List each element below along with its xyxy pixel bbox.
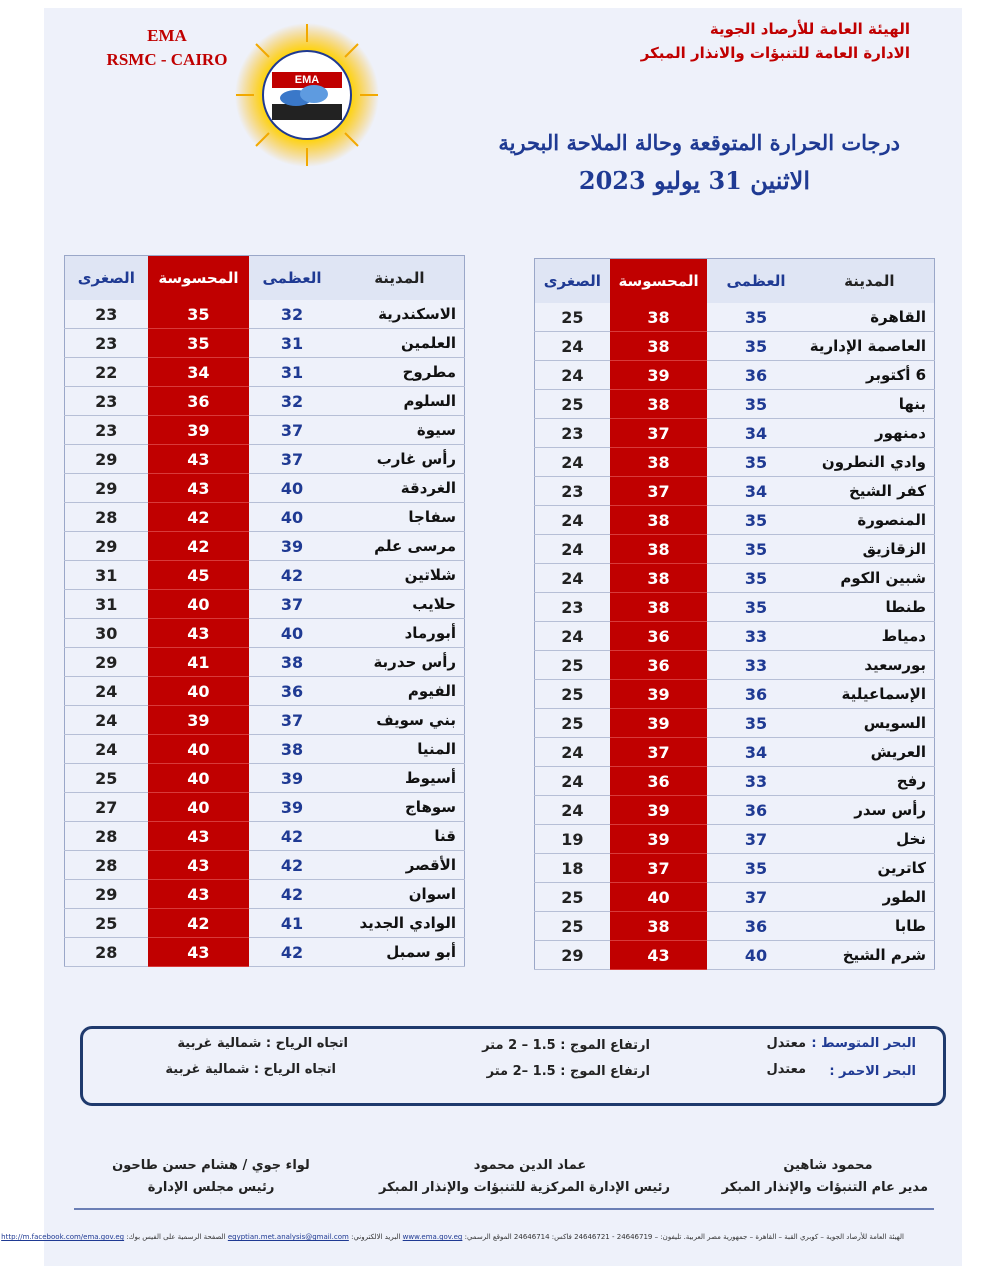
cell-feels: 38: [610, 912, 708, 941]
col-max: العظمى: [249, 256, 335, 301]
table-row: [535, 419, 935, 448]
table-row: [65, 445, 465, 474]
cell-feels: 40: [148, 793, 250, 822]
cell-city: شلاتين: [335, 561, 465, 590]
cell-min: 31: [65, 590, 148, 619]
cell-city: رأس غارب: [335, 445, 465, 474]
table-row: [65, 474, 465, 503]
cell-city: نخل: [805, 825, 935, 854]
signature-1-name: محمود شاهين: [783, 1158, 873, 1173]
cell-max: 40: [249, 474, 335, 503]
cell-min: 23: [65, 300, 148, 329]
cell-max: 39: [249, 793, 335, 822]
cell-city: رفح: [805, 767, 935, 796]
cell-city: الوادي الجديد: [335, 909, 465, 938]
cell-feels: 36: [610, 767, 708, 796]
cell-feels: 42: [148, 503, 250, 532]
table-row: [535, 303, 935, 332]
cell-city: أبورماد: [335, 619, 465, 648]
cell-min: 28: [65, 938, 148, 967]
signature-1-title: مدير عام التنبؤات والإنذار المبكر: [721, 1180, 928, 1195]
col-max: العظمى: [707, 259, 804, 304]
cell-max: 40: [249, 503, 335, 532]
cell-min: 29: [65, 880, 148, 909]
table-row: [65, 532, 465, 561]
cell-feels: 39: [148, 706, 250, 735]
footer-address: الهيئة العامة للأرصاد الجوية – كوبري القبة – القاهرة – جمهورية مصر العربية. تليفون: – 24646719 - 24646721 فاكس: 24646714 الموقع الرسمي:: [464, 1233, 904, 1241]
cell-min: 23: [535, 419, 610, 448]
table-row: [535, 390, 935, 419]
table-row: [535, 535, 935, 564]
table-row: [535, 738, 935, 767]
cell-min: 28: [65, 822, 148, 851]
cell-feels: 39: [610, 796, 708, 825]
cell-max: 34: [707, 419, 804, 448]
med-sea-wave: ارتفاع الموج : 1.5 – 2 متر: [482, 1038, 650, 1053]
cell-max: 35: [707, 564, 804, 593]
cell-feels: 43: [148, 851, 250, 880]
cell-min: 19: [535, 825, 610, 854]
cell-city: الغردقة: [335, 474, 465, 503]
cell-max: 35: [707, 448, 804, 477]
cell-min: 25: [535, 912, 610, 941]
red-sea-wave: ارتفاع الموج : 1.5 –2 متر: [486, 1064, 650, 1079]
cell-city: الأقصر: [335, 851, 465, 880]
cell-city: الإسماعيلية: [805, 680, 935, 709]
cell-feels: 43: [148, 474, 250, 503]
cell-min: 25: [65, 909, 148, 938]
cell-feels: 43: [148, 822, 250, 851]
cell-feels: 38: [610, 593, 708, 622]
cell-max: 37: [707, 883, 804, 912]
cell-max: 36: [707, 361, 804, 390]
cell-max: 36: [249, 677, 335, 706]
cell-city: أبو سمبل: [335, 938, 465, 967]
table-row: [535, 709, 935, 738]
cell-city: العلمين: [335, 329, 465, 358]
cell-city: سفاجا: [335, 503, 465, 532]
cell-min: 24: [535, 738, 610, 767]
table-row: [65, 706, 465, 735]
temperature-table-right: [534, 258, 935, 970]
cell-min: 28: [65, 851, 148, 880]
cell-max: 34: [707, 477, 804, 506]
cell-max: 36: [707, 912, 804, 941]
cell-min: 23: [65, 387, 148, 416]
cell-min: 24: [65, 706, 148, 735]
cell-max: 35: [707, 593, 804, 622]
cell-city: وادي النطرون: [805, 448, 935, 477]
cell-max: 36: [707, 680, 804, 709]
cell-max: 35: [707, 854, 804, 883]
red-sea-label: البحر الاحمر :: [829, 1064, 916, 1079]
cell-feels: 38: [610, 390, 708, 419]
cell-feels: 39: [610, 680, 708, 709]
cell-city: مطروح: [335, 358, 465, 387]
table-row: [535, 941, 935, 970]
table-row: [65, 735, 465, 764]
facebook-link[interactable]: http://m.facebook.com/ema.gov.eg: [1, 1233, 125, 1241]
cell-city: العاصمة الإدارية: [805, 332, 935, 361]
cell-feels: 40: [148, 735, 250, 764]
cell-min: 24: [535, 622, 610, 651]
page-title: درجات الحرارة المتوقعة وحالة الملاحة البحرية: [498, 130, 900, 155]
table-row: [535, 651, 935, 680]
cell-feels: 38: [610, 564, 708, 593]
org-department: الادارة العامة للتنبؤات والانذار المبكر: [640, 44, 910, 62]
cell-max: 40: [249, 619, 335, 648]
cell-feels: 41: [148, 648, 250, 677]
cell-max: 35: [707, 390, 804, 419]
cell-min: 24: [535, 448, 610, 477]
cell-city: المنيا: [335, 735, 465, 764]
cell-max: 37: [249, 706, 335, 735]
cell-min: 23: [535, 477, 610, 506]
table-row: [65, 938, 465, 967]
table-row: [65, 300, 465, 329]
table-row: [535, 854, 935, 883]
table-row: [535, 767, 935, 796]
cell-min: 29: [65, 445, 148, 474]
cell-min: 27: [65, 793, 148, 822]
signature-2-title: رئيس الإدارة المركزية للتنبؤات والإنذار المبكر: [379, 1180, 670, 1195]
cell-city: قنا: [335, 822, 465, 851]
cell-feels: 36: [610, 651, 708, 680]
cell-min: 24: [65, 735, 148, 764]
table-row: [65, 503, 465, 532]
email-link[interactable]: egyptian.met.analysis@gmail.com: [227, 1233, 349, 1241]
rsmc-code: RSMC - CAIRO: [106, 50, 228, 69]
cell-max: 31: [249, 358, 335, 387]
cell-min: 29: [65, 474, 148, 503]
cell-feels: 35: [148, 300, 250, 329]
cell-max: 36: [707, 796, 804, 825]
cell-max: 35: [707, 535, 804, 564]
cell-max: 39: [249, 532, 335, 561]
footer-email-label: البريد الالكتروني:: [351, 1233, 401, 1241]
logo-text: EMA: [294, 74, 320, 86]
cell-city: الاسكندرية: [335, 300, 465, 329]
red-sea-state: معتدل: [766, 1062, 806, 1077]
cell-min: 24: [535, 506, 610, 535]
med-sea-label: البحر المتوسط :: [811, 1036, 916, 1051]
table-row: [65, 822, 465, 851]
col-min: الصغرى: [535, 259, 610, 304]
col-feels: المحسوسة: [148, 256, 250, 301]
table-row: [65, 793, 465, 822]
table-row: [65, 329, 465, 358]
cell-min: 25: [65, 764, 148, 793]
cell-city: مرسى علم: [335, 532, 465, 561]
cell-max: 42: [249, 561, 335, 590]
cell-feels: 40: [148, 677, 250, 706]
cell-feels: 40: [610, 883, 708, 912]
cell-city: رأس حدربة: [335, 648, 465, 677]
table-row: [535, 564, 935, 593]
org-name: الهيئة العامة للأرصاد الجوية: [709, 20, 910, 38]
table-row: [65, 416, 465, 445]
temperature-table-left: [64, 255, 465, 967]
cell-max: 32: [249, 300, 335, 329]
med-sea-wind: اتجاه الرياح : شمالية غربية: [177, 1036, 348, 1051]
cell-city: المنصورة: [805, 506, 935, 535]
table-row: [535, 883, 935, 912]
cell-feels: 42: [148, 532, 250, 561]
cell-max: 35: [707, 506, 804, 535]
cell-city: الطور: [805, 883, 935, 912]
cell-feels: 38: [610, 506, 708, 535]
cell-min: 29: [65, 532, 148, 561]
cell-feels: 37: [610, 419, 708, 448]
signature-2-name: عماد الدين محمود: [473, 1158, 587, 1173]
cell-city: كفر الشيخ: [805, 477, 935, 506]
cell-min: 30: [65, 619, 148, 648]
table-row: [535, 796, 935, 825]
cell-city: الزقازيق: [805, 535, 935, 564]
cell-max: 42: [249, 822, 335, 851]
med-sea-state: معتدل: [766, 1036, 806, 1051]
cell-city: رأس سدر: [805, 796, 935, 825]
cell-min: 23: [65, 416, 148, 445]
cell-city: دمنهور: [805, 419, 935, 448]
cell-city: اسوان: [335, 880, 465, 909]
ema-logo-icon: [234, 22, 380, 168]
cell-max: 33: [707, 651, 804, 680]
table-row: [535, 477, 935, 506]
cell-feels: 43: [148, 445, 250, 474]
cell-max: 42: [249, 880, 335, 909]
cell-max: 37: [249, 590, 335, 619]
table-row: [535, 448, 935, 477]
cell-max: 35: [707, 303, 804, 332]
cell-min: 18: [535, 854, 610, 883]
col-min: الصغرى: [65, 256, 148, 301]
footer-fb-label: الصفحة الرسمية على الفيس بوك:: [126, 1233, 226, 1241]
cell-min: 23: [535, 593, 610, 622]
table-row: [535, 593, 935, 622]
cell-city: بني سويف: [335, 706, 465, 735]
cell-feels: 35: [148, 329, 250, 358]
cell-min: 24: [65, 677, 148, 706]
table-row: [65, 590, 465, 619]
table-row: [535, 506, 935, 535]
cell-feels: 38: [610, 535, 708, 564]
cell-max: 40: [707, 941, 804, 970]
cell-feels: 39: [610, 825, 708, 854]
cell-feels: 37: [610, 854, 708, 883]
cell-feels: 43: [148, 880, 250, 909]
cell-feels: 34: [148, 358, 250, 387]
cell-feels: 39: [610, 709, 708, 738]
col-city: المدينة: [805, 259, 935, 304]
cell-max: 42: [249, 938, 335, 967]
cell-min: 22: [65, 358, 148, 387]
cell-max: 32: [249, 387, 335, 416]
footer-contact: [1, 1233, 904, 1241]
table-row: [535, 622, 935, 651]
table-row: [65, 764, 465, 793]
signature-3-name: لواء جوي / هشام حسن طاحون: [112, 1158, 310, 1173]
table-row: [535, 825, 935, 854]
cell-min: 24: [535, 361, 610, 390]
cell-city: دمياط: [805, 622, 935, 651]
col-city: المدينة: [335, 256, 465, 301]
cell-min: 25: [535, 680, 610, 709]
cell-feels: 40: [148, 764, 250, 793]
cell-max: 37: [249, 445, 335, 474]
signature-3-title: رئيس مجلس الإدارة: [147, 1180, 275, 1195]
cell-min: 25: [535, 651, 610, 680]
cell-min: 24: [535, 332, 610, 361]
cell-min: 25: [535, 883, 610, 912]
table-row: [535, 332, 935, 361]
table-row: [65, 648, 465, 677]
cell-city: حلايب: [335, 590, 465, 619]
footer-divider: [74, 1208, 934, 1210]
cell-feels: 38: [610, 332, 708, 361]
cell-feels: 38: [610, 448, 708, 477]
cell-max: 41: [249, 909, 335, 938]
cell-max: 37: [249, 416, 335, 445]
cell-feels: 39: [148, 416, 250, 445]
cell-city: شبين الكوم: [805, 564, 935, 593]
cell-feels: 37: [610, 738, 708, 767]
cell-feels: 43: [610, 941, 708, 970]
cell-city: طابا: [805, 912, 935, 941]
cell-max: 42: [249, 851, 335, 880]
table-row: [65, 619, 465, 648]
cell-city: طنطا: [805, 593, 935, 622]
cell-max: 37: [707, 825, 804, 854]
table-row: [65, 387, 465, 416]
cell-city: سيوة: [335, 416, 465, 445]
table-row: [65, 358, 465, 387]
cell-feels: 36: [148, 387, 250, 416]
cell-city: بورسعيد: [805, 651, 935, 680]
cell-city: القاهرة: [805, 303, 935, 332]
cell-max: 39: [249, 764, 335, 793]
cell-city: الفيوم: [335, 677, 465, 706]
cell-city: كاترين: [805, 854, 935, 883]
cell-city: العريش: [805, 738, 935, 767]
ema-code: EMA: [147, 26, 187, 45]
cell-max: 34: [707, 738, 804, 767]
cell-feels: 39: [610, 361, 708, 390]
cell-feels: 40: [148, 590, 250, 619]
cell-min: 29: [535, 941, 610, 970]
cell-max: 38: [249, 648, 335, 677]
cell-min: 25: [535, 303, 610, 332]
cell-min: 25: [535, 390, 610, 419]
cell-city: سوهاج: [335, 793, 465, 822]
cell-min: 24: [535, 767, 610, 796]
cell-city: السلوم: [335, 387, 465, 416]
cell-feels: 37: [610, 477, 708, 506]
cell-max: 38: [249, 735, 335, 764]
table-row: [65, 851, 465, 880]
cell-feels: 43: [148, 619, 250, 648]
cell-min: 24: [535, 796, 610, 825]
table-row: [65, 677, 465, 706]
col-feels: المحسوسة: [610, 259, 708, 304]
cell-max: 33: [707, 767, 804, 796]
cell-min: 24: [535, 535, 610, 564]
table-row: [535, 912, 935, 941]
cell-feels: 38: [610, 303, 708, 332]
cell-city: 6 أكتوبر: [805, 361, 935, 390]
cell-min: 29: [65, 648, 148, 677]
cell-city: السويس: [805, 709, 935, 738]
cell-max: 35: [707, 332, 804, 361]
cell-min: 23: [65, 329, 148, 358]
cell-city: أسيوط: [335, 764, 465, 793]
table-row: [65, 909, 465, 938]
cell-max: 33: [707, 622, 804, 651]
cell-min: 25: [535, 709, 610, 738]
cell-max: 31: [249, 329, 335, 358]
table-row: [535, 680, 935, 709]
page-date: الاثنين 31 يوليو 2023: [578, 166, 810, 195]
table-row: [65, 880, 465, 909]
cell-feels: 36: [610, 622, 708, 651]
cell-city: شرم الشيخ: [805, 941, 935, 970]
cell-city: بنها: [805, 390, 935, 419]
cell-feels: 43: [148, 938, 250, 967]
table-row: [535, 361, 935, 390]
website-link[interactable]: www.ema.gov.eg: [402, 1233, 463, 1241]
table-row: [65, 561, 465, 590]
red-sea-wind: اتجاه الرياح : شمالية غربية: [165, 1062, 336, 1077]
cell-feels: 45: [148, 561, 250, 590]
cell-min: 28: [65, 503, 148, 532]
cell-feels: 42: [148, 909, 250, 938]
cell-min: 24: [535, 564, 610, 593]
cell-min: 31: [65, 561, 148, 590]
cell-max: 35: [707, 709, 804, 738]
